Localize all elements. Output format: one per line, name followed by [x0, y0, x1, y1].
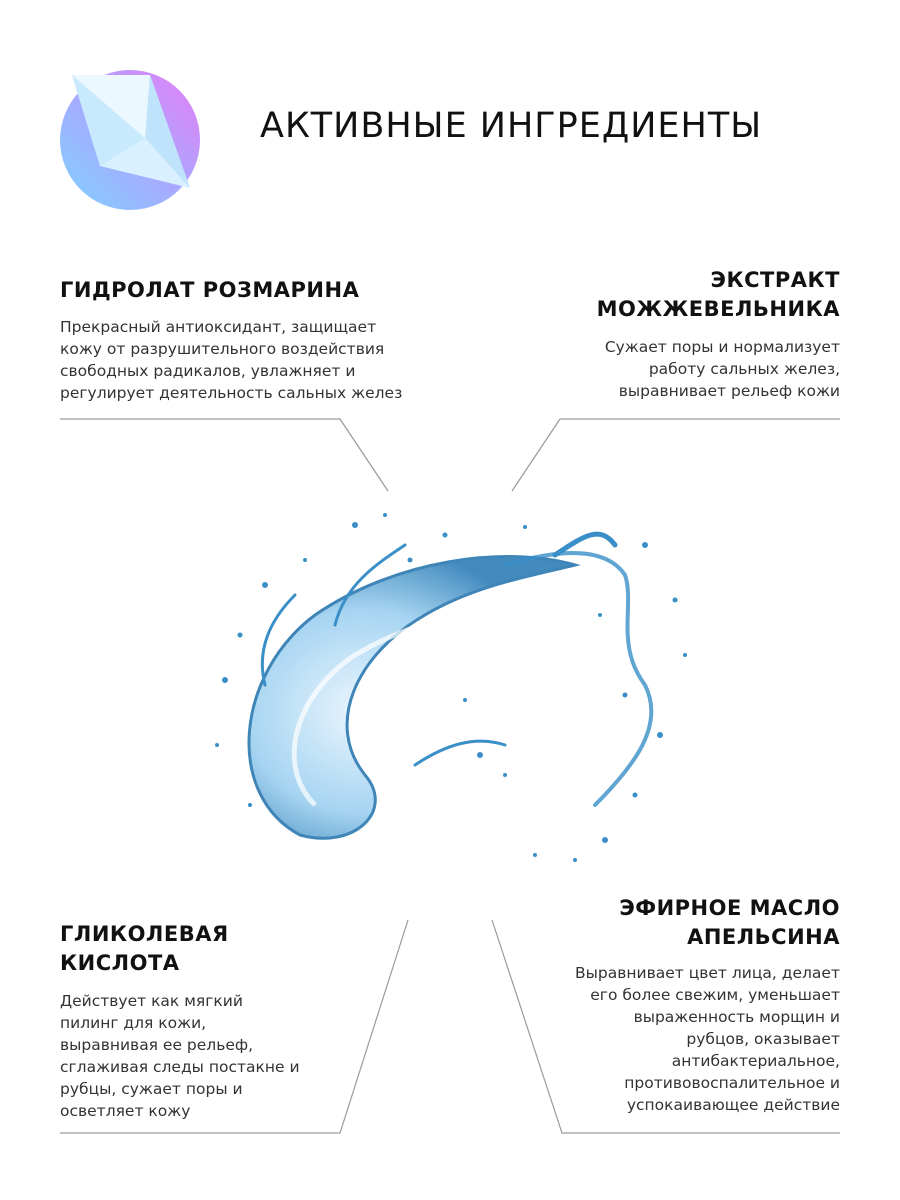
page-title: АКТИВНЫЕ ИНГРЕДИЕНТЫ [260, 106, 763, 146]
ingredient-heading-orange: ЭФИРНОЕ МАСЛО АПЕЛЬСИНА [619, 896, 840, 949]
connector-line-top-left [60, 419, 388, 491]
connector-line-top-right [512, 419, 840, 491]
ingredient-heading-juniper: ЭКСТРАКТ МОЖЖЕВЕЛЬНИКА [596, 268, 840, 321]
water-splash-image [205, 505, 715, 880]
ingredient-heading-rosemary: ГИДРОЛАТ РОЗМАРИНА [60, 278, 360, 302]
ingredient-description-orange: Выравнивает цвет лица, делает его более свежим, уменьшает выраженность морщин и рубцов, оказывает антибактериальное, противовоспалительное и успокаивающее действие [575, 964, 840, 1114]
ingredient-description-juniper: Сужает поры и нормализует работу сальных желез, выравнивает рельеф кожи [604, 338, 840, 400]
ingredient-description-glycolic: Действует как мягкий пилинг для кожи, выравнивая ее рельеф, сглаживая следы постакне и рубцы, сужает поры и осветляет кожу [60, 992, 300, 1120]
ingredient-description-rosemary: Прекрасный антиоксидант, защищает кожу от разрушительного воздействия свободных радикалов, увлажняет и регулирует деятельность сальных желез [60, 318, 403, 402]
ingredient-heading-glycolic: ГЛИКОЛЕВАЯ КИСЛОТА [60, 922, 229, 975]
